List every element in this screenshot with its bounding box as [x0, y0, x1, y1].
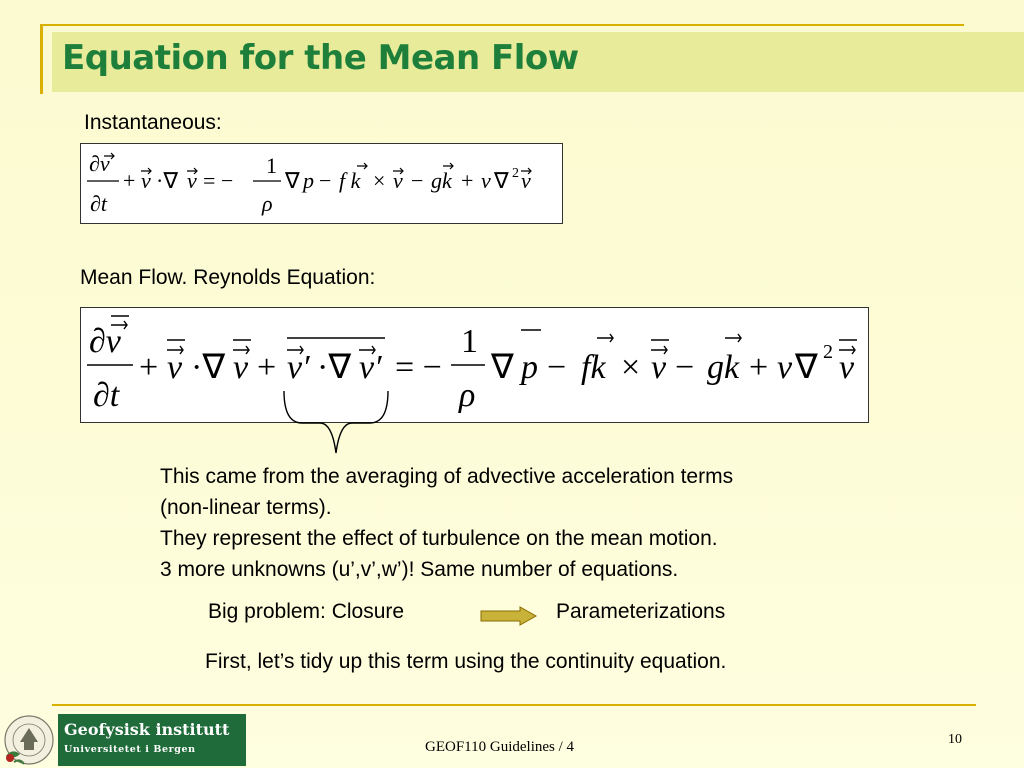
svg-text:+: +	[749, 349, 769, 386]
svg-text:v′: v′	[359, 349, 382, 386]
university-seal-icon	[0, 712, 58, 768]
svg-text:v: v	[393, 168, 403, 193]
reynolds-equation	[80, 307, 869, 423]
svg-text:∂t: ∂t	[90, 191, 107, 216]
svg-text:ρ: ρ	[262, 191, 273, 216]
explanation-line: They represent the effect of turbulence on the mean motion.	[160, 527, 718, 550]
instantaneous-label: Instantaneous:	[84, 111, 222, 134]
university-name: Universitetet i Bergen	[64, 744, 196, 755]
title-frame-top	[40, 24, 964, 26]
footer-course-label: GEOF110 Guidelines / 4	[425, 739, 575, 755]
svg-text:+: +	[139, 349, 159, 386]
svg-text:+: +	[257, 349, 277, 386]
svg-text:×: ×	[621, 349, 641, 386]
slide-title: Equation for the Mean Flow	[62, 38, 579, 78]
svg-text:+: +	[461, 168, 474, 193]
svg-text:fk: fk	[581, 349, 606, 386]
svg-text:gk: gk	[707, 349, 740, 386]
svg-text:−: −	[319, 168, 332, 193]
right-arrow-icon	[480, 606, 538, 626]
page-number: 10	[948, 732, 962, 747]
instantaneous-equation	[80, 143, 563, 224]
svg-text:∂v: ∂v	[89, 151, 110, 176]
svg-text:·∇: ·∇	[191, 349, 226, 386]
svg-text:v: v	[521, 168, 531, 193]
svg-text:−: −	[675, 349, 695, 386]
svg-text:ν: ν	[481, 168, 491, 193]
svg-text:v: v	[141, 168, 151, 193]
svg-text:p: p	[521, 349, 538, 386]
svg-text:f k: f k	[339, 168, 361, 193]
svg-text:= −: = −	[395, 349, 442, 386]
svg-text:−: −	[411, 168, 424, 193]
institute-banner	[58, 714, 246, 766]
svg-text:ν: ν	[777, 349, 793, 386]
svg-text:+: +	[123, 168, 136, 193]
svg-text:gk: gk	[431, 168, 452, 193]
closure-problem-text: Big problem: Closure	[208, 600, 405, 623]
svg-text:∂v: ∂v	[89, 323, 121, 360]
explanation-line: 3 more unknowns (u’,v’,w’)! Same number of equations.	[160, 558, 679, 581]
turbulence-term-brace	[280, 385, 392, 463]
svg-text:p: p	[303, 168, 314, 193]
svg-text:1: 1	[266, 153, 277, 178]
tidy-up-text: First, let’s tidy up this term using the continuity equation.	[205, 650, 727, 673]
institute-logo	[0, 712, 248, 768]
institute-name: Geofysisk institutt	[64, 720, 230, 739]
svg-text:ρ: ρ	[459, 377, 476, 414]
svg-text:−: −	[547, 349, 567, 386]
parameterizations-text: Parameterizations	[556, 600, 726, 623]
svg-text:×: ×	[373, 168, 386, 193]
svg-text:1: 1	[461, 323, 478, 360]
svg-text:∂t: ∂t	[93, 377, 120, 414]
svg-text:v: v	[233, 349, 249, 386]
explanation-line: (non-linear terms).	[160, 496, 332, 519]
explanation-line: This came from the averaging of advective acceleration terms	[160, 465, 734, 488]
svg-text:∇: ∇	[491, 349, 514, 386]
mean-flow-label: Mean Flow. Reynolds Equation:	[80, 266, 376, 289]
svg-text:∇: ∇	[494, 168, 509, 193]
svg-text:∇: ∇	[795, 349, 818, 386]
svg-text:∇: ∇	[285, 168, 300, 193]
footer-divider	[52, 704, 976, 706]
title-frame-left	[40, 24, 43, 94]
svg-text:·∇: ·∇	[317, 349, 352, 386]
svg-text:v: v	[651, 349, 667, 386]
svg-text:v′: v′	[287, 349, 310, 386]
explanation-text	[160, 461, 733, 585]
svg-text:2: 2	[823, 341, 833, 363]
svg-text:2: 2	[512, 166, 519, 181]
svg-text:·∇: ·∇	[156, 168, 179, 193]
svg-text:= −: = −	[203, 168, 234, 193]
svg-text:v: v	[839, 349, 855, 386]
svg-text:v: v	[167, 349, 183, 386]
svg-text:v: v	[187, 168, 197, 193]
